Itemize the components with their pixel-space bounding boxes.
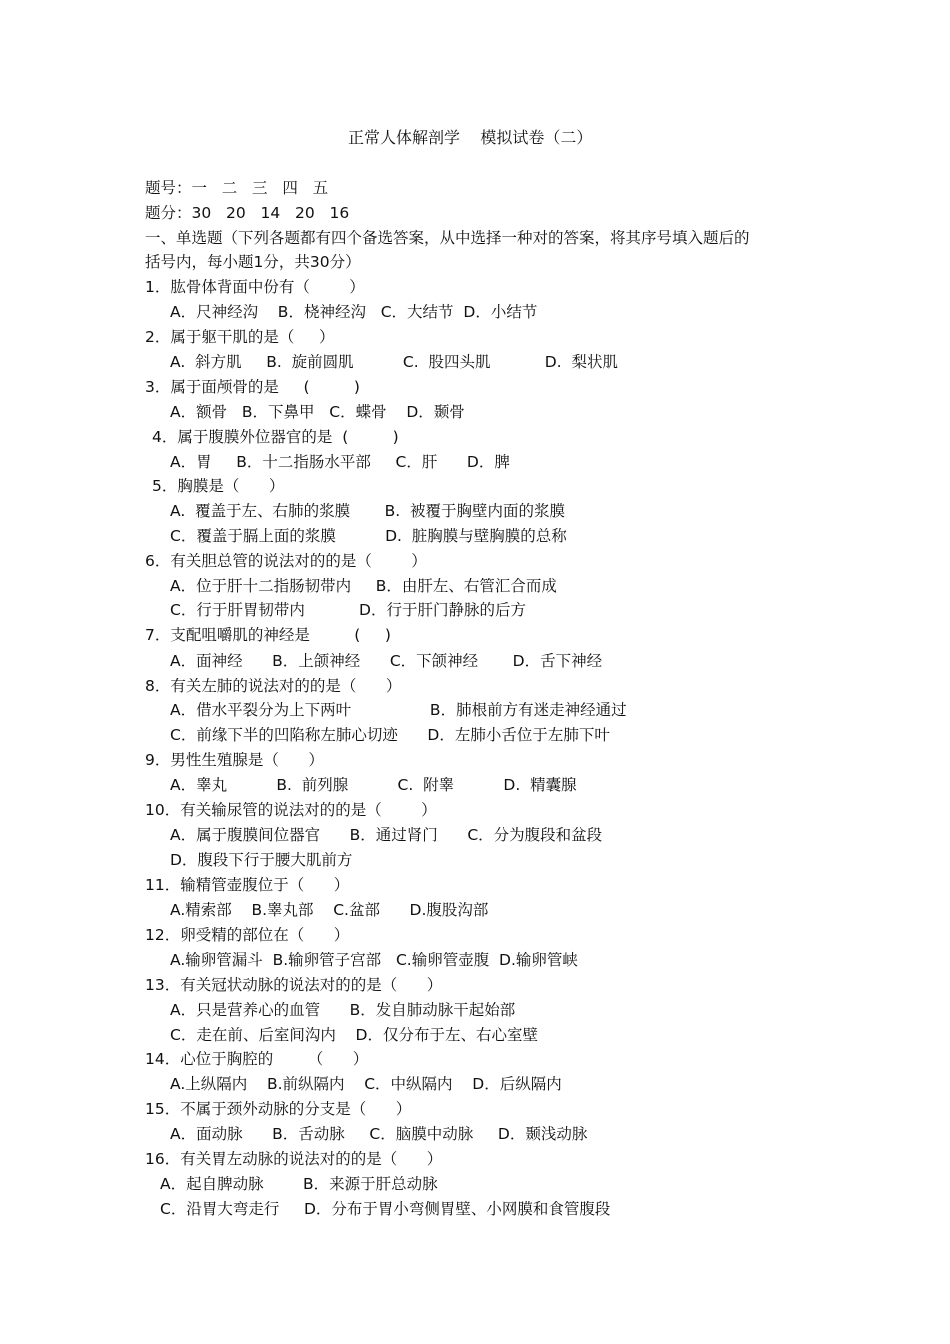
score-row: 题分：30 20 14 20 16 <box>145 204 350 222</box>
question-stem: 5．胸膜是（ ） <box>152 477 285 495</box>
question-number-row: 题号：一 二 三 四 五 <box>145 179 329 197</box>
answer-options: A．属于腹膜间位器官 B．通过肾门 C．分为腹段和盆段 <box>170 826 603 844</box>
answer-options: C．前缘下半的凹陷称左肺心切迹 D．左肺小舌位于左肺下叶 <box>170 726 610 744</box>
answer-options: A. 覆盖于左、右肺的浆膜 B. 被覆于胸壁内面的浆膜 <box>170 502 566 520</box>
question-stem: 4．属于腹膜外位器官的是 ( ) <box>152 428 399 446</box>
question-stem: 10．有关输尿管的说法对的的是（ ） <box>145 801 437 819</box>
answer-options: A．胃 B．十二指肠水平部 C．肝 D．脾 <box>170 453 510 471</box>
answer-options: A. 斜方肌 B. 旋前圆肌 C. 股四头肌 D. 梨状肌 <box>170 353 618 371</box>
answer-options: A．位于肝十二指肠韧带内 B．由肝左、右管汇合而成 <box>170 577 557 595</box>
answer-options: A.输卵管漏斗 B.输卵管子宫部 C.输卵管壶腹 D.输卵管峡 <box>170 951 578 969</box>
answer-options: A．面动脉 B．舌动脉 C．脑膜中动脉 D．颞浅动脉 <box>170 1125 588 1143</box>
question-stem: 11．输精管壶腹位于（ ） <box>145 876 350 894</box>
section-heading-continued: 括号内，每小题1分，共30分） <box>145 253 361 271</box>
answer-options: A．起自脾动脉 B．来源于肝总动脉 <box>160 1175 438 1193</box>
answer-options: A．额骨 B．下鼻甲 C．蝶骨 D．颞骨 <box>170 403 465 421</box>
question-stem: 2．属于躯干肌的是（ ） <box>145 328 335 346</box>
question-stem: 1．肱骨体背面中份有（ ） <box>145 278 365 296</box>
question-stem: 7．支配咀嚼肌的神经是 ( ) <box>145 626 391 644</box>
answer-options: D．腹段下行于腰大肌前方 <box>170 851 353 869</box>
answer-options: A.上纵隔内 B.前纵隔内 C．中纵隔内 D．后纵隔内 <box>170 1075 562 1093</box>
question-stem: 14．心位于胸腔的 （ ） <box>145 1050 369 1068</box>
exam-title: 正常人体解剖学 模拟试卷（二） <box>348 128 593 147</box>
section-heading: 一、单选题（下列各题都有四个备选答案，从中选择一种对的答案，将其序号填入题后的 <box>145 229 750 247</box>
question-stem: 8．有关左肺的说法对的的是（ ） <box>145 677 402 695</box>
question-stem: 9．男性生殖腺是（ ） <box>145 751 324 769</box>
question-stem: 15．不属于颈外动脉的分支是（ ） <box>145 1100 412 1118</box>
question-stem: 3．属于面颅骨的是 ( ) <box>145 378 360 396</box>
answer-options: A.精索部 B.睾丸部 C.盆部 D.腹股沟部 <box>170 901 489 919</box>
answer-options: A．借水平裂分为上下两叶 B．肺根前方有迷走神经通过 <box>170 701 627 719</box>
answer-options: A．尺神经沟 B．桡神经沟 C．大结节 D．小结节 <box>170 303 538 321</box>
answer-options: C．走在前、后室间沟内 D．仅分布于左、右心室壁 <box>170 1026 538 1044</box>
question-stem: 6．有关胆总管的说法对的的是（ ） <box>145 552 427 570</box>
answer-options: A．面神经 B．上颌神经 C．下颌神经 D．舌下神经 <box>170 652 603 670</box>
question-stem: 16．有关胃左动脉的说法对的的是（ ） <box>145 1150 443 1168</box>
answer-options: A．只是营养心的血管 B．发自肺动脉干起始部 <box>170 1001 516 1019</box>
question-stem: 13．有关冠状动脉的说法对的的是（ ） <box>145 976 443 994</box>
answer-options: A．睾丸 B. 前列腺 C. 附睾 D. 精囊腺 <box>170 776 577 794</box>
answer-options: C．覆盖于膈上面的浆膜 D. 脏胸膜与壁胸膜的总称 <box>170 527 567 545</box>
answer-options: C．行于肝胃韧带内 D．行于肝门静脉的后方 <box>170 601 526 619</box>
question-stem: 12．卵受精的部位在（ ） <box>145 926 350 944</box>
answer-options: C．沿胃大弯走行 D．分布于胃小弯侧胃壁、小网膜和食管腹段 <box>160 1200 611 1218</box>
